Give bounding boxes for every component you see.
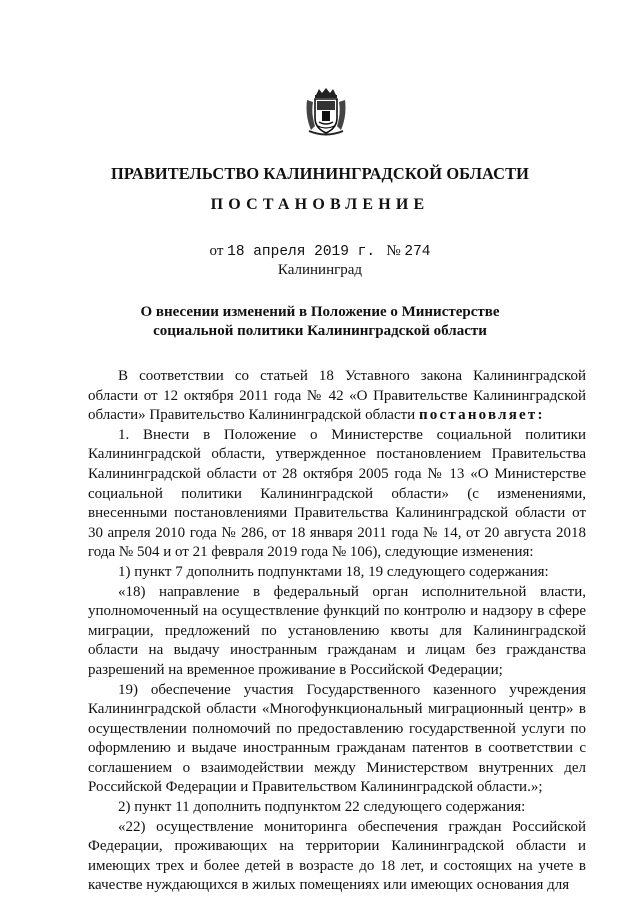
date-line xyxy=(0,243,640,260)
number-prefix: № xyxy=(386,243,401,259)
document-type: ПОСТАНОВЛЕНИЕ xyxy=(210,196,430,213)
paragraph-subitem-1: 1) пункт 7 дополнить подпунктами 18, 19 следующего содержания: xyxy=(118,563,549,580)
preamble-text: В соответствии со статьей 18 Уставного закона Калининградской области от 12 октября 2011 года № 42 «О Правительстве Калининградской области» Правительство Калининградской области xyxy=(88,368,586,424)
paragraph-item-1: 1. Внести в Положение о Министерстве социальной политики Калининградской области, утвержденное постановлением Правительства Калининградской области от 28 октября 2005 года № 13 «О Министерстве социальной политики Калининградской области» (с изменениями, внесенными постановлениями Правительства Калининградской области от 30 апреля 2010 года № 286, от 18 января 2011 года № 14, от 20 августа 2018 года № 504 и от 21 февраля 2019 года № 106), следующие изменения: xyxy=(88,426,586,561)
city: Калининград xyxy=(277,262,363,278)
paragraph-subitem-2: 2) пункт 11 дополнить подпунктом 22 следующего содержания: xyxy=(118,799,526,816)
date-value: 18 апреля 2019 г. xyxy=(227,244,376,260)
kaliningrad-coat-of-arms-icon xyxy=(303,86,349,138)
paragraph-point-18: «18) направление в федеральный орган исполнительной власти, уполномоченный на осуществление функций по контролю и надзору в сфере миграции, предложений по установлению квоты для Калининградской области на выдачу иностранным гражданам и лицам без гражданства разрешений на временное проживание в Российской Федерации; xyxy=(88,583,586,678)
paragraph-point-19: 19) обеспечение участия Государственного казенного учреждения Калининградской области «Многофункциональный миграционный центр» в осуществлении полномочий по предоставлению государственной услуги по оформлению и выдаче иностранным гражданам патентов в соответствии с соглашением о взаимодействии между Министерством внутренних дел Российской Федерации и Правительством Калининградской области.»; xyxy=(88,681,586,796)
government-title: ПРАВИТЕЛЬСТВО КАЛИНИНГРАДСКОЙ ОБЛАСТИ xyxy=(111,164,529,183)
paragraph-point-22: «22) осуществление мониторинга обеспечения граждан Российской Федерации, проживающих на территории Калининградской области и имеющих трех и более детей в возрасте до 18 лет, и состоящих на учете в качестве нуждающихся в жилых помещениях или имеющих основания для xyxy=(88,818,586,894)
document-number: 274 xyxy=(404,244,431,260)
document-subject: О внесении изменений в Положение о Министерстве социальной политики Калининградской области xyxy=(140,304,500,339)
date-prefix: от xyxy=(209,243,224,259)
document-body xyxy=(88,367,586,896)
preamble-resolves: постановляет: xyxy=(418,407,545,424)
paragraph-preamble xyxy=(88,367,586,426)
